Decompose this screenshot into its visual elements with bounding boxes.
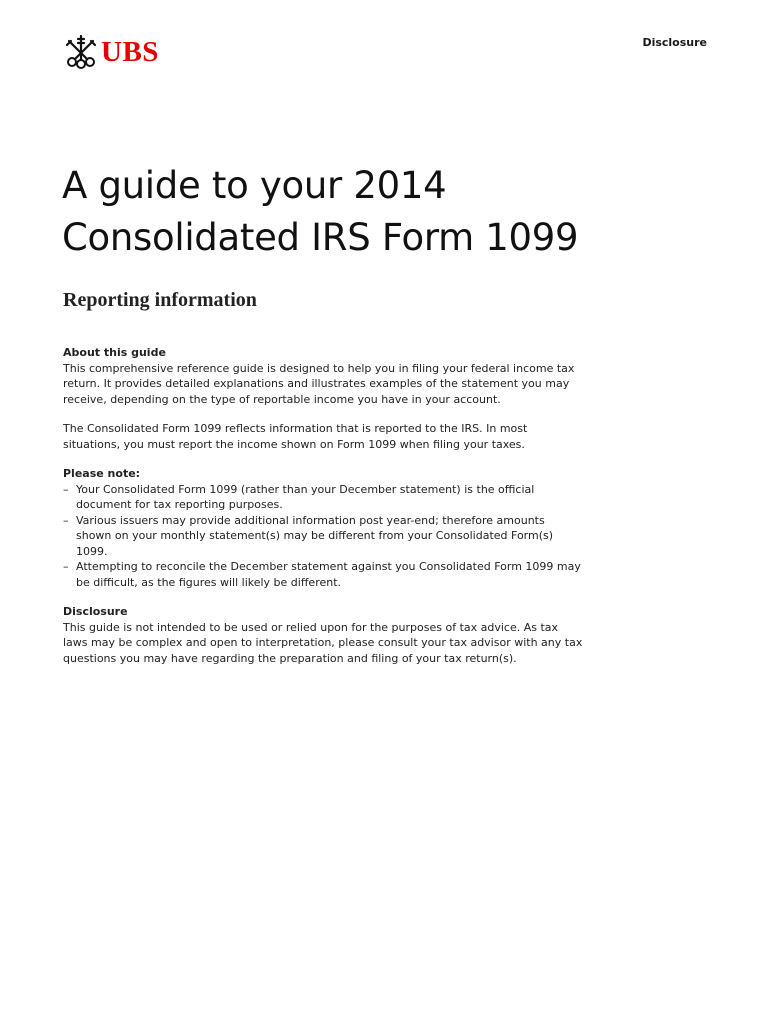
ubs-keys-logo-icon xyxy=(63,33,99,71)
page-subtitle: Reporting information xyxy=(63,289,257,311)
ubs-wordmark: UBS xyxy=(101,35,159,68)
disclosure-section xyxy=(63,604,583,666)
about-heading: About this guide xyxy=(63,346,166,359)
about-paragraph-2: The Consolidated Form 1099 reflects information that is reported to the IRS. In most situations, you must report the income shown on Form 1099 when filing your taxes. xyxy=(63,422,528,451)
list-item: – Various issuers may provide additional information post year-end; therefore amounts shown on your monthly statement(s) may be different from your Consolidated Form(s) 1099. xyxy=(63,513,583,560)
page-title xyxy=(62,160,722,264)
title-line-1: A guide to your 2014 xyxy=(62,164,447,207)
list-item: – Your Consolidated Form 1099 (rather than your December statement) is the official document for tax reporting purposes. xyxy=(63,482,583,513)
main-content xyxy=(63,345,583,680)
about-paragraph-1: This comprehensive reference guide is designed to help you in filing your federal income tax return. It provides detailed explanations and illustrates examples of the statement you may receive, depending on the type of reportable income you have in your account. xyxy=(63,361,575,406)
disclosure-text: This guide is not intended to be used or relied upon for the purposes of tax advice. As tax laws may be complex and open to interpretation, please consult your tax advisor with any tax questions you may have regarding the preparation and filing of your tax return(s). xyxy=(63,620,583,665)
note-section xyxy=(63,466,583,590)
about-section-2 xyxy=(63,421,583,452)
header-label: Disclosure xyxy=(642,36,707,49)
about-section xyxy=(63,345,583,407)
title-line-2: Consolidated IRS Form 1099 xyxy=(62,216,579,259)
list-item: – Attempting to reconcile the December statement against you Consolidated Form 1099 may be difficult, as the figures will likely be different. xyxy=(63,559,583,590)
note-heading: Please note: xyxy=(63,467,141,480)
ubs-logo xyxy=(63,33,159,71)
disclosure-heading: Disclosure xyxy=(63,605,128,618)
note-list xyxy=(63,482,583,591)
